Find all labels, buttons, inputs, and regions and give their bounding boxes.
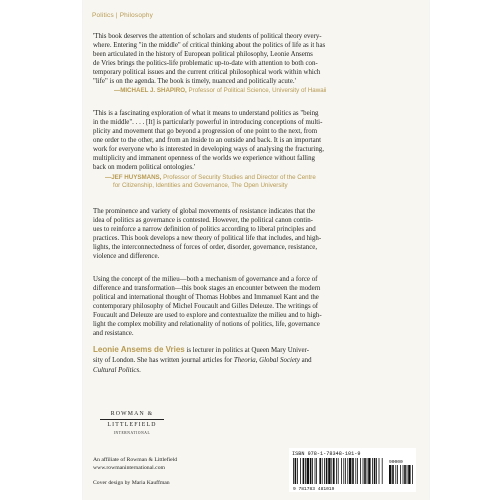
barcode-bar [374, 458, 376, 484]
desc2-line: difference and transformation—this book stages an encounter between the modern [93, 285, 321, 292]
barcode-bar [303, 458, 305, 484]
review2-author-name: —JEF HUYSMANS, [105, 174, 162, 181]
barcode-bar [336, 458, 337, 484]
review2-author-role-1: Professor of Security Studies and Director of the Centre [161, 174, 316, 181]
book-back-cover [83, 0, 429, 500]
barcode-bar [364, 458, 366, 484]
review2-line: plicity and movement that go beyond a progression of one point to the next, from [93, 128, 318, 135]
barcode-bar [305, 458, 306, 484]
review1-line: where. Entering "in the middle" of critical thinking about the politics of life as it has [93, 42, 326, 49]
review2-author-role-2: for Citizenship, Identities and Governance, The Open University [113, 182, 288, 190]
desc1-line: practices. This book develops a new theory of political life that includes, and high- [93, 235, 322, 242]
logo-rule [100, 419, 164, 420]
publisher-url: www.rowmaninternational.com [93, 465, 165, 471]
barcode-bar [293, 458, 294, 484]
barcode-bar [341, 458, 342, 484]
desc2-line: light the complex mobility and relationality of notions of politics, life, governance [93, 321, 320, 328]
review1-line: 'This book deserves the attention of scholars and students of political theory every- [93, 33, 322, 40]
review1-line: de Vries brings the politics-life problematic up-to-date with attention to both con- [93, 60, 318, 67]
barcode-bar [379, 458, 380, 484]
review1-author-role: Professor of Political Science, University of Hawaii [186, 87, 327, 94]
barcode-bar [333, 458, 335, 484]
barcode-bar [326, 458, 328, 484]
barcode-digits: 9 781783 481019 [293, 487, 335, 492]
author-bio-line1: is lecturer in politics at Queen Mary Univer- [184, 347, 309, 354]
desc2-line: and resistance. [93, 330, 134, 337]
desc2-line: Using the concept of the milieu—both a mechanism of governance and a force of [93, 276, 318, 283]
barcode-bar [310, 458, 312, 484]
barcode-addon-bar [412, 465, 413, 484]
barcode-addon-bar [404, 465, 406, 484]
barcode-bar [331, 458, 332, 484]
review-huysmans [93, 109, 418, 172]
desc1-line: lights, the interconnectedness of forces of order, disorder, governance, resistance, [93, 244, 318, 251]
desc2-line: contemporary philosophy of Michel Foucault and Gilles Deleuze. The writings of [93, 303, 319, 310]
barcode-bar [338, 458, 339, 484]
author-bio-and: and [299, 357, 312, 364]
category-politics: Politics [92, 12, 114, 19]
barcode-addon-bar [400, 465, 401, 484]
isbn-barcode [289, 448, 416, 492]
barcode-bar [295, 458, 297, 484]
description-paragraph-1 [93, 207, 418, 261]
barcode-addon-bar [407, 465, 408, 484]
barcode-bars-icon [289, 448, 416, 492]
journal-global-society: Global Society [259, 357, 300, 364]
desc1-line: ues to reinforce a narrow definition of politics according to liberal principles and [93, 226, 316, 233]
desc1-line: violence and difference. [93, 253, 160, 260]
logo-line1: ROWMAN & [110, 411, 154, 417]
barcode-bar [357, 458, 358, 484]
barcode-addon-bar [392, 465, 394, 484]
category-philosophy: Philosophy [119, 12, 153, 19]
review2-line: work for everyone who is interested in developing ways of analysing the fracturing, [93, 146, 324, 153]
barcode-bar [355, 458, 356, 484]
cover-design-credit: Cover design by Maria Kauffman [93, 480, 170, 486]
review1-line: "life" is on the agenda. The book is timely, nuanced and politically acute.' [93, 78, 296, 85]
author-bio-end: . [139, 367, 141, 374]
description-paragraph-2 [93, 275, 418, 338]
barcode-addon-bar [403, 465, 404, 484]
desc2-line: political and international thought of Thomas Hobbes and Immanuel Kant and the [93, 294, 319, 301]
desc1-line: idea of politics as governance is contested. However, the political canon contin- [93, 217, 313, 224]
barcode-bar [352, 458, 354, 484]
author-bio [93, 345, 418, 376]
isbn-text: ISBN 978-1-78348-101-9 [292, 451, 361, 457]
barcode-bar [372, 458, 373, 484]
barcode-bar [382, 458, 383, 484]
barcode-bar [343, 458, 344, 484]
logo-small: INTERNATIONAL [113, 431, 151, 435]
author-bio-sep: , [255, 357, 260, 364]
barcode-bar [349, 458, 351, 484]
review2-line: multiplicity and immanent openness of the worlds we experience without falling [93, 155, 315, 162]
publisher-logo [92, 410, 172, 437]
barcode-bar [360, 458, 361, 484]
desc1-line: The prominence and variety of global movements of resistance indicates that the [93, 208, 316, 215]
review2-line: back on modern political ontologies.' [93, 164, 196, 171]
category-separator: | [115, 12, 118, 19]
barcode-bar [322, 458, 323, 484]
barcode-bar [300, 458, 301, 484]
barcode-bar [316, 458, 317, 484]
barcode-bar [376, 458, 377, 484]
barcode-bar [324, 458, 325, 484]
barcode-bar [312, 458, 313, 484]
barcode-addon-bar [389, 465, 391, 484]
logo-line2: LITTLEFIELD [107, 422, 157, 428]
review1-attribution [114, 87, 326, 95]
author-name: Leonie Ansems de Vries [93, 345, 185, 354]
barcode-bar [347, 458, 348, 484]
journal-theoria: Theoria [233, 357, 256, 364]
review1-line: been articulated in the history of European political philosophy, Leonie Ansems [93, 51, 313, 58]
barcode-addon-bar [395, 465, 396, 484]
barcode-bar [297, 458, 298, 484]
desc2-line: Foucault and Deleuze are used to explore and contextualize the milieu and to high- [93, 312, 322, 319]
category-label [92, 12, 153, 19]
barcode-bar [315, 458, 316, 484]
barcode-bar [345, 458, 346, 484]
journal-cultural-politics: Cultural Politics [93, 367, 140, 374]
barcode-price-code: 90000 [389, 460, 403, 465]
barcode-bar [328, 458, 330, 484]
review1-author-name: —MICHAEL J. SHAPIRO, [114, 87, 187, 94]
author-bio-line2: sity of London. She has written journal articles for [93, 357, 234, 364]
barcode-bar [368, 458, 370, 484]
review2-line: in the middle". . . . [It] is particularly powerful in introducing conceptions of multi- [93, 119, 323, 126]
publisher-affiliate: An affiliate of Rowman & Littlefield [93, 457, 178, 463]
review2-line: 'This is a fascinating exploration of what it means to understand politics as "being [93, 110, 319, 117]
review-shapiro [93, 32, 418, 86]
barcode-bar [307, 458, 309, 484]
barcode-bar [363, 458, 364, 484]
review2-attribution [105, 174, 316, 191]
barcode-addon-bar [408, 465, 410, 484]
review2-line: one order to the other, and from an inside to an outside and back. It is an important [93, 137, 322, 144]
barcode-bar [319, 458, 321, 484]
review1-line: temporary political issues and the current critical philosophical work within which [93, 69, 321, 76]
barcode-addon-bar [397, 465, 398, 484]
barcode-bar [367, 458, 368, 484]
